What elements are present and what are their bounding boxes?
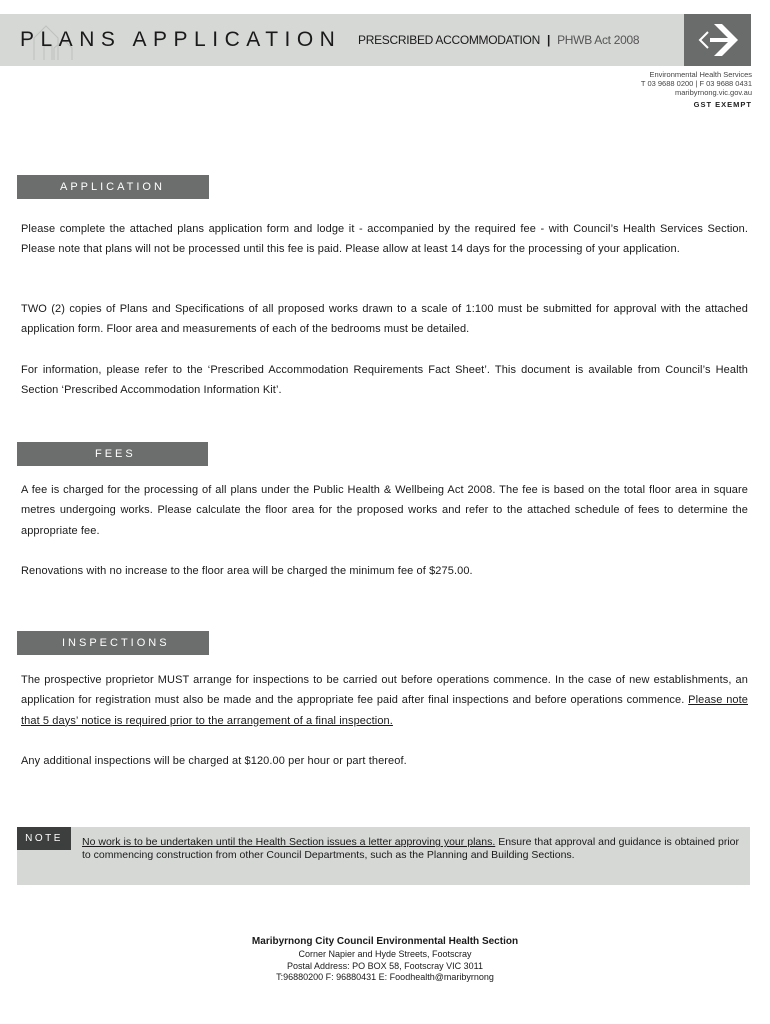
section-heading-text: APPLICATION [60,181,165,193]
council-logo [684,14,751,66]
note-label: NOTE [17,827,71,850]
section-heading-text: INSPECTIONS [62,637,170,649]
section-heading-fees [17,442,208,466]
contact-block [641,70,752,109]
subtitle-separator: | [546,33,551,47]
application-paragraph-3: For information, please refer to the ‘Prescribed Accommodation Requirements Fact Sheet’. This document is available from Council’s Health Section ‘Prescribed Accommodation Information Kit’. [21,364,748,397]
subtitle-act: PHWB Act 2008 [557,33,640,47]
contact-web: maribyrnong.vic.gov.au [675,88,752,97]
footer [0,935,770,984]
gst-exempt-label: GST EXEMPT [693,100,752,109]
subtitle-main: PRESCRIBED ACCOMMODATION [358,33,540,47]
note-text [82,836,739,862]
council-arrow-logo-icon [684,14,751,66]
footer-address: Corner Napier and Hyde Streets, Footscray [298,949,472,959]
footer-title: Maribyrnong City Council Environmental Health Section [251,936,519,947]
inspections-text: The prospective proprietor MUST arrange for inspections to be carried out before operations commence. In the case of new establishments, an application for registration must also be made and the appropriate fee paid after final inspections and before operations commence. [21,674,748,707]
note-rest: Ensure that approval and guidance is obtained prior to commencing construction from other Council Departments, such as the Planning and Building Sections. [82,836,739,861]
note-approval-warning: No work is to be undertaken until the Health Section issues a letter approving your plans. [82,836,496,848]
section-heading-text: FEES [95,448,136,460]
fees-paragraph-1: A fee is charged for the processing of all plans under the Public Health & Wellbeing Act 2008. The fee is based on the total floor area in square metres undergoing works. Please calculate the floor area for the proposed works and refer to the attached schedule of fees to determine the appropriate fee. [21,484,748,537]
fees-paragraph-2: Renovations with no increase to the floor area will be charged the minimum fee of $275.00. [21,565,473,577]
section-heading-inspections [17,631,209,655]
footer-contact: T:96880200 F: 96880431 E: Foodhealth@maribyrnong [276,972,494,982]
inspections-paragraph-2: Any additional inspections will be charged at $120.00 per hour or part thereof. [21,755,407,767]
document-title: PLANS APPLICATION [20,28,342,51]
inspections-paragraph-1 [21,670,748,731]
document-subtitle [358,33,639,47]
application-paragraph-1: Please complete the attached plans application form and lodge it - accompanied by the required fee - with Council’s Health Services Section. Please note that plans will not be processed until this fee is paid. Please allow at least 14 days for the processing of your application. [21,223,748,256]
contact-dept: Environmental Health Services [649,70,752,79]
contact-phone: T 03 9688 0200 | F 03 9688 0431 [640,79,752,88]
footer-postal: Postal Address: PO BOX 58, Footscray VIC 3011 [287,960,483,971]
section-heading-application [17,175,209,199]
application-paragraph-2: TWO (2) copies of Plans and Specifications of all proposed works drawn to a scale of 1:100 must be submitted for approval with the attached application form. Floor area and measurements of each of the bedrooms must be detailed. [21,303,748,336]
final-inspection-notice: Please note that 5 days’ notice is required prior to the arrangement of a final inspection. [21,694,748,727]
